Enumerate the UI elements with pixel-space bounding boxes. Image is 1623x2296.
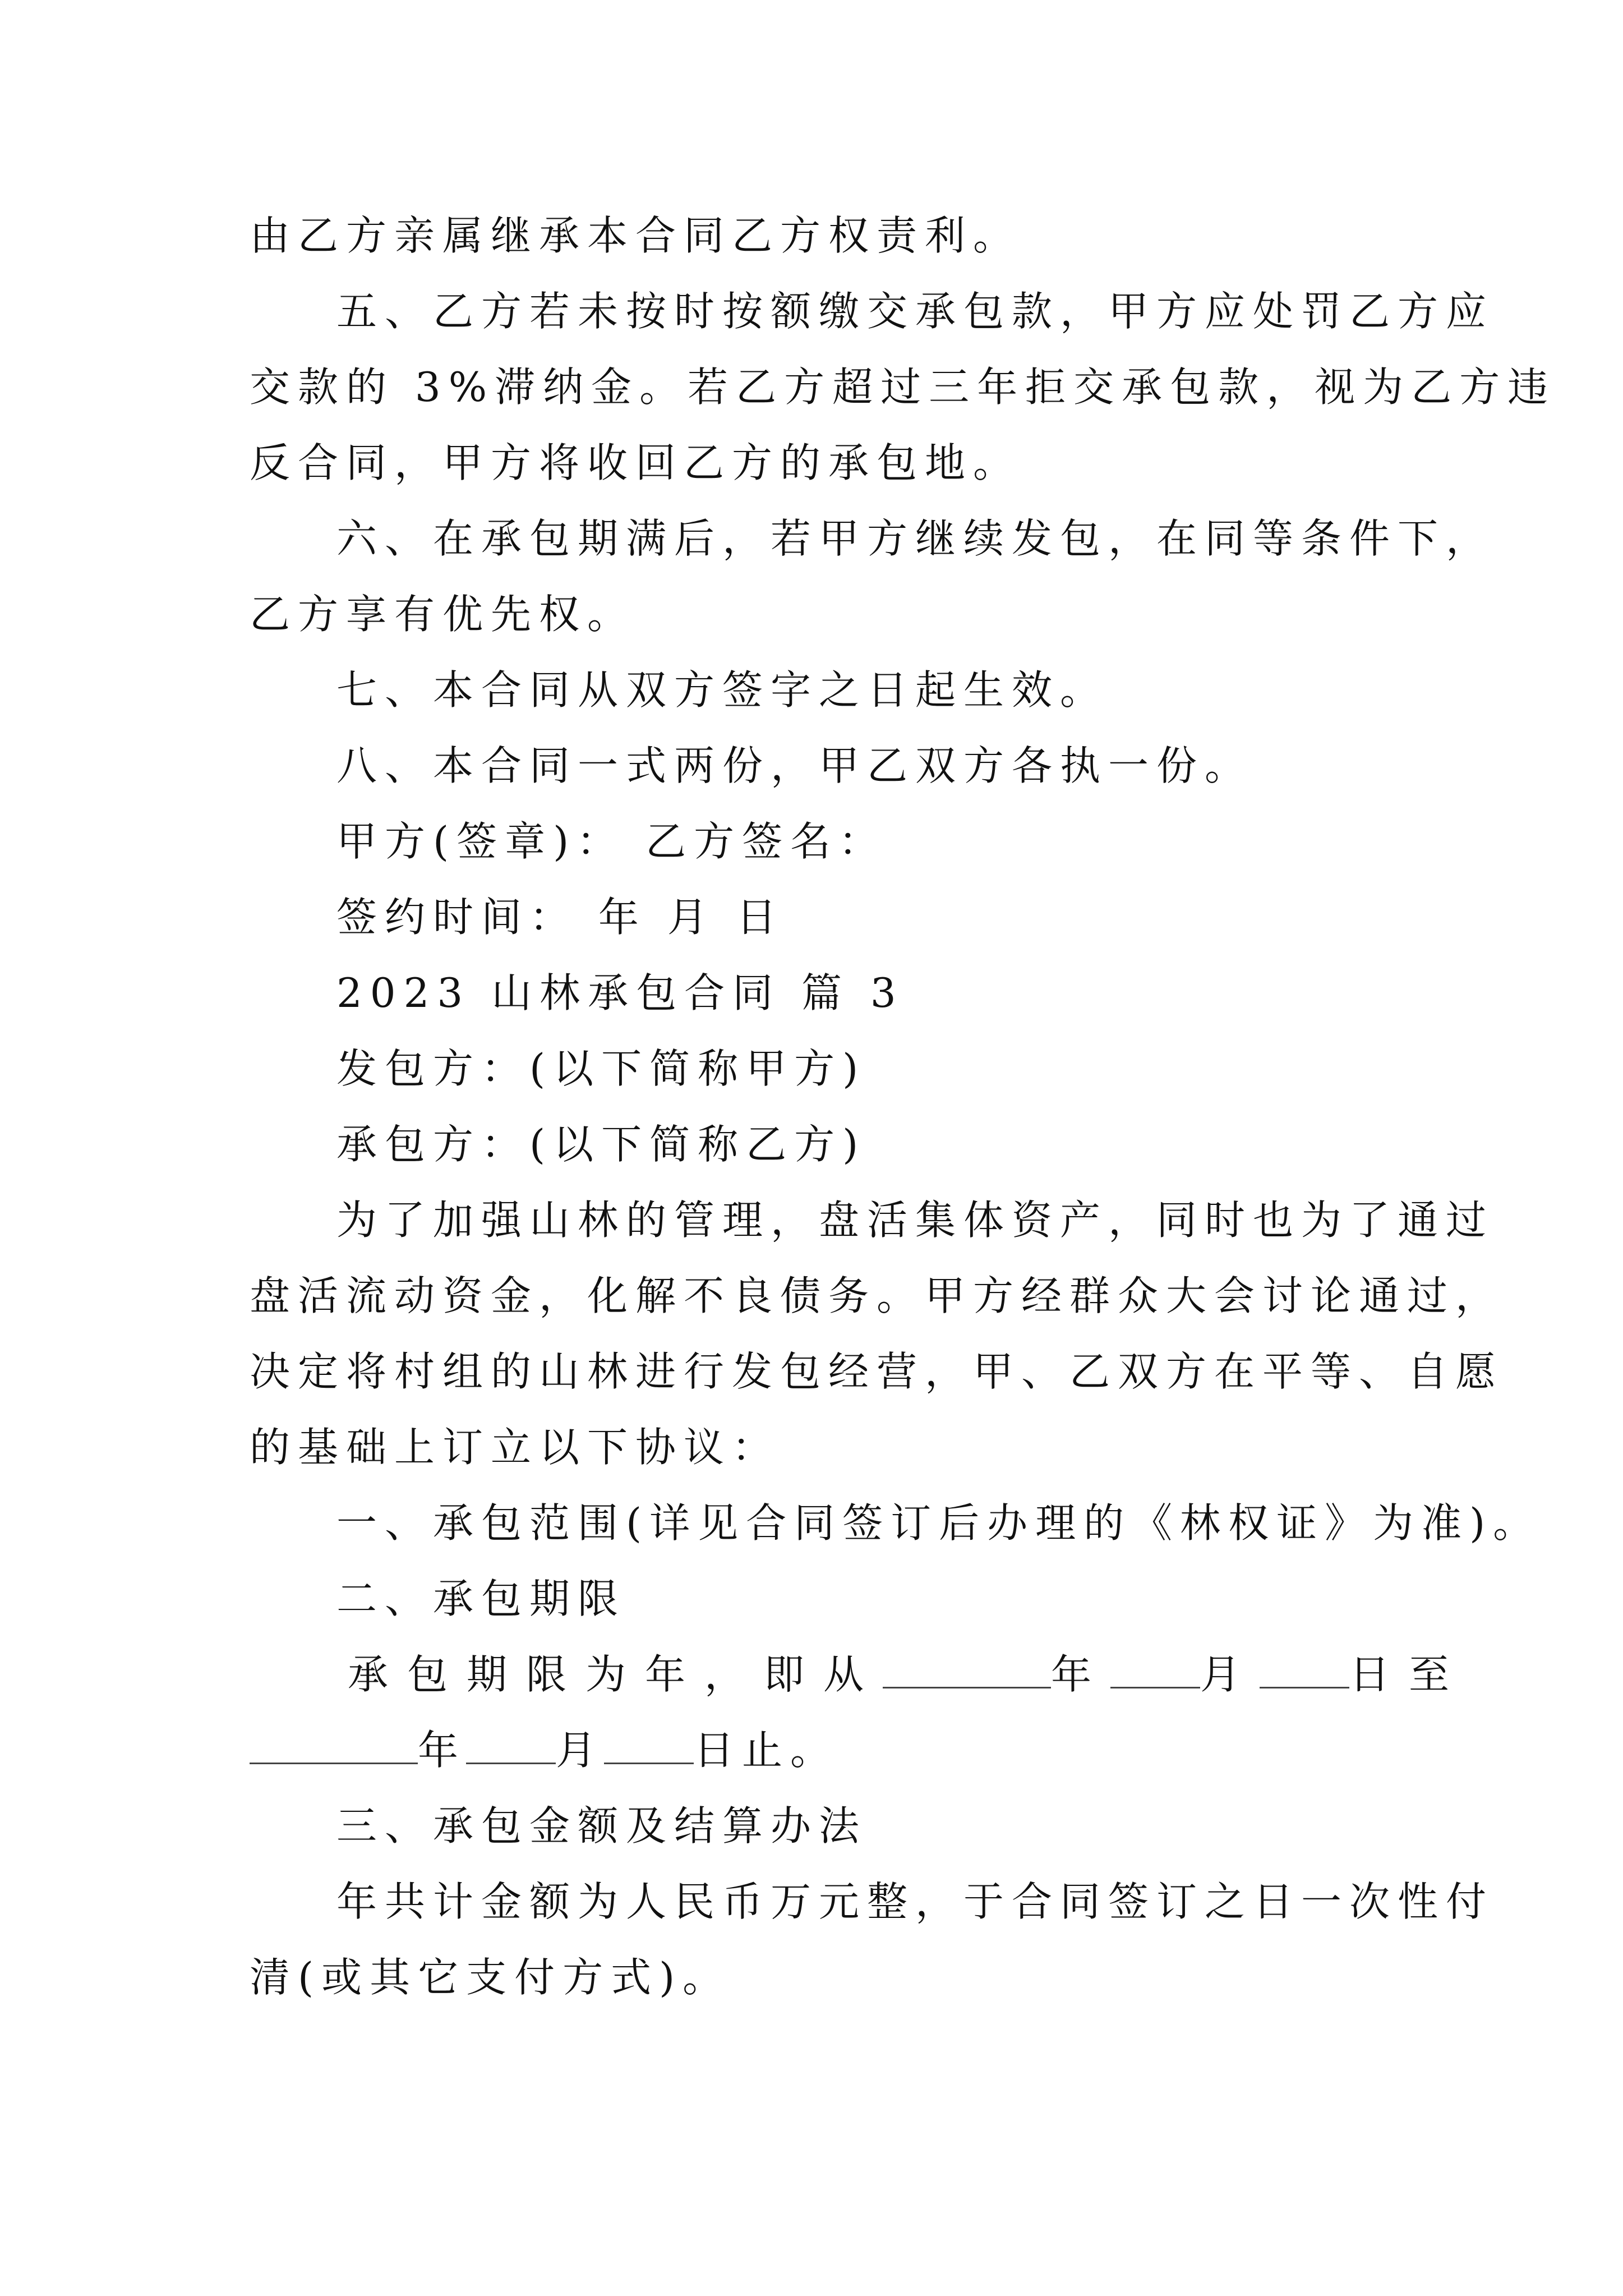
paragraph-line: 由乙方亲属继承本合同乙方权责利。 — [250, 212, 1022, 259]
year-label: 年 — [418, 1727, 467, 1774]
section-heading: 2023 山林承包合同 篇 3 — [336, 969, 904, 1016]
paragraph-line: 交款的 3%滞纳金。若乙方超过三年拒交承包款，视为乙方违 — [250, 364, 1556, 411]
paragraph-line: 年共计金额为人民币万元整，于合同签订之日一次性付 — [336, 1878, 1495, 1925]
year-label: 年 — [1051, 1651, 1111, 1698]
paragraph-line: 五、乙方若未按时按额缴交承包款，甲方应处罚乙方应 — [336, 288, 1495, 335]
term-prefix: 承包期限为年，即从 — [348, 1651, 883, 1698]
clause-heading: 三、承包金额及结算办法 — [336, 1802, 868, 1849]
paragraph-line: 七、本合同从双方签字之日起生效。 — [336, 666, 1109, 714]
year-blank — [883, 1653, 1051, 1688]
day-blank — [604, 1729, 694, 1764]
paragraph-line: 盘活流动资金，化解不良债务。甲方经群众大会讨论通过， — [250, 1272, 1504, 1319]
signature-line: 甲方(签章)： 乙方签名： — [336, 818, 887, 865]
day-label: 日至 — [1349, 1651, 1469, 1698]
paragraph-line: 反合同，甲方将收回乙方的承包地。 — [250, 439, 1022, 486]
month-blank — [466, 1729, 556, 1764]
paragraph-line: 的基础上订立以下协议： — [250, 1424, 781, 1471]
day-blank — [1260, 1653, 1349, 1688]
paragraph-line: 八、本合同一式两份，甲乙双方各执一份。 — [336, 742, 1253, 789]
month-blank — [1110, 1653, 1200, 1688]
paragraph-line: 六、在承包期满后，若甲方继续发包，在同等条件下， — [336, 515, 1495, 562]
term-line-a — [348, 1646, 1468, 1703]
term-line-b — [250, 1722, 838, 1778]
paragraph-line: 决定将村组的山林进行发包经营，甲、乙双方在平等、自愿 — [250, 1348, 1504, 1395]
paragraph-line: 清(或其它支付方式)。 — [250, 1954, 731, 2001]
paragraph-line: 乙方享有优先权。 — [250, 591, 636, 638]
party-b-line: 承包方：(以下简称乙方) — [336, 1121, 866, 1168]
paragraph-line: 为了加强山林的管理，盘活集体资产，同时也为了通过 — [336, 1197, 1495, 1244]
party-a-line: 发包方：(以下简称甲方) — [336, 1045, 866, 1092]
month-label: 月 — [556, 1727, 605, 1774]
clause-line: 一、承包范围(详见合同签订后办理的《林权证》为准)。 — [336, 1499, 1542, 1547]
signing-date-line: 签约时间： 年 月 日 — [336, 894, 785, 941]
month-label: 月 — [1200, 1651, 1260, 1698]
clause-heading: 二、承包期限 — [336, 1575, 626, 1622]
day-label: 日止。 — [694, 1727, 839, 1774]
year-blank — [250, 1729, 418, 1764]
